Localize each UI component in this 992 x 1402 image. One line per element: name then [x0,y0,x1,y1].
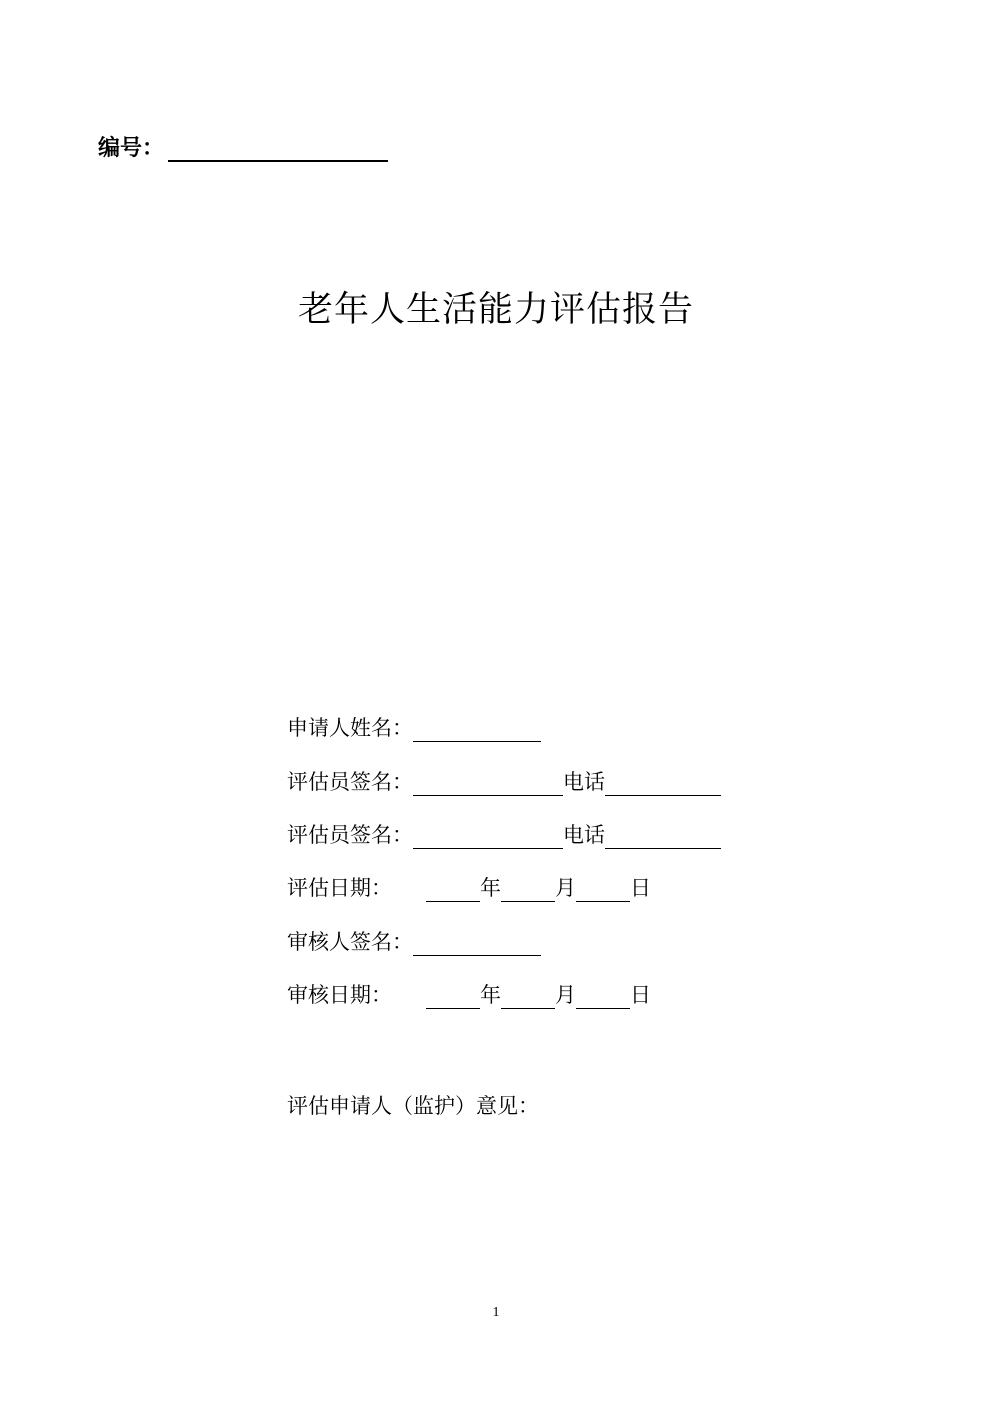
review-month-blank[interactable] [501,984,555,1009]
assessor2-phone-blank[interactable] [605,824,721,849]
applicant-name-label: 申请人姓名： [287,716,413,740]
assess-day-blank[interactable] [576,877,630,902]
assessor1-phone-blank[interactable] [605,771,721,796]
assessor2-sign-label: 评估员签名： [287,823,413,847]
document-title: 老年人生活能力评估报告 [297,290,694,330]
serial-number-label: 编号： [98,136,165,161]
assessor1-sign-label: 评估员签名： [287,770,413,794]
assess-month-label: 月 [555,876,576,900]
review-year-blank[interactable] [426,984,480,1009]
review-date-label: 审核日期： [287,983,392,1007]
review-day-label: 日 [630,983,651,1007]
assessor1-phone-label: 电话 [563,770,605,794]
review-date-row [287,979,651,1009]
serial-number-blank[interactable] [168,134,388,162]
applicant-opinion-label: 评估申请人（监护）意见： [287,1094,539,1118]
assess-month-blank[interactable] [501,877,555,902]
assessor2-phone-label: 电话 [563,823,605,847]
assess-year-label: 年 [480,876,501,900]
page-number: 1 [492,1305,500,1320]
review-day-blank[interactable] [576,984,630,1009]
assess-date-label: 评估日期： [287,876,392,900]
assess-date-row [287,872,651,902]
assess-day-label: 日 [630,876,651,900]
reviewer-sign-label: 审核人签名： [287,930,413,954]
reviewer-sign-blank[interactable] [413,931,541,956]
assess-year-blank[interactable] [426,877,480,902]
serial-number-field [98,128,388,162]
assessor1-sign-blank[interactable] [413,771,563,796]
assessor1-row [287,766,721,796]
assessor2-sign-blank[interactable] [413,824,563,849]
applicant-name-row [287,712,541,742]
review-year-label: 年 [480,983,501,1007]
assessor2-row [287,819,721,849]
review-month-label: 月 [555,983,576,1007]
applicant-name-blank[interactable] [413,717,541,742]
reviewer-row [287,926,541,956]
